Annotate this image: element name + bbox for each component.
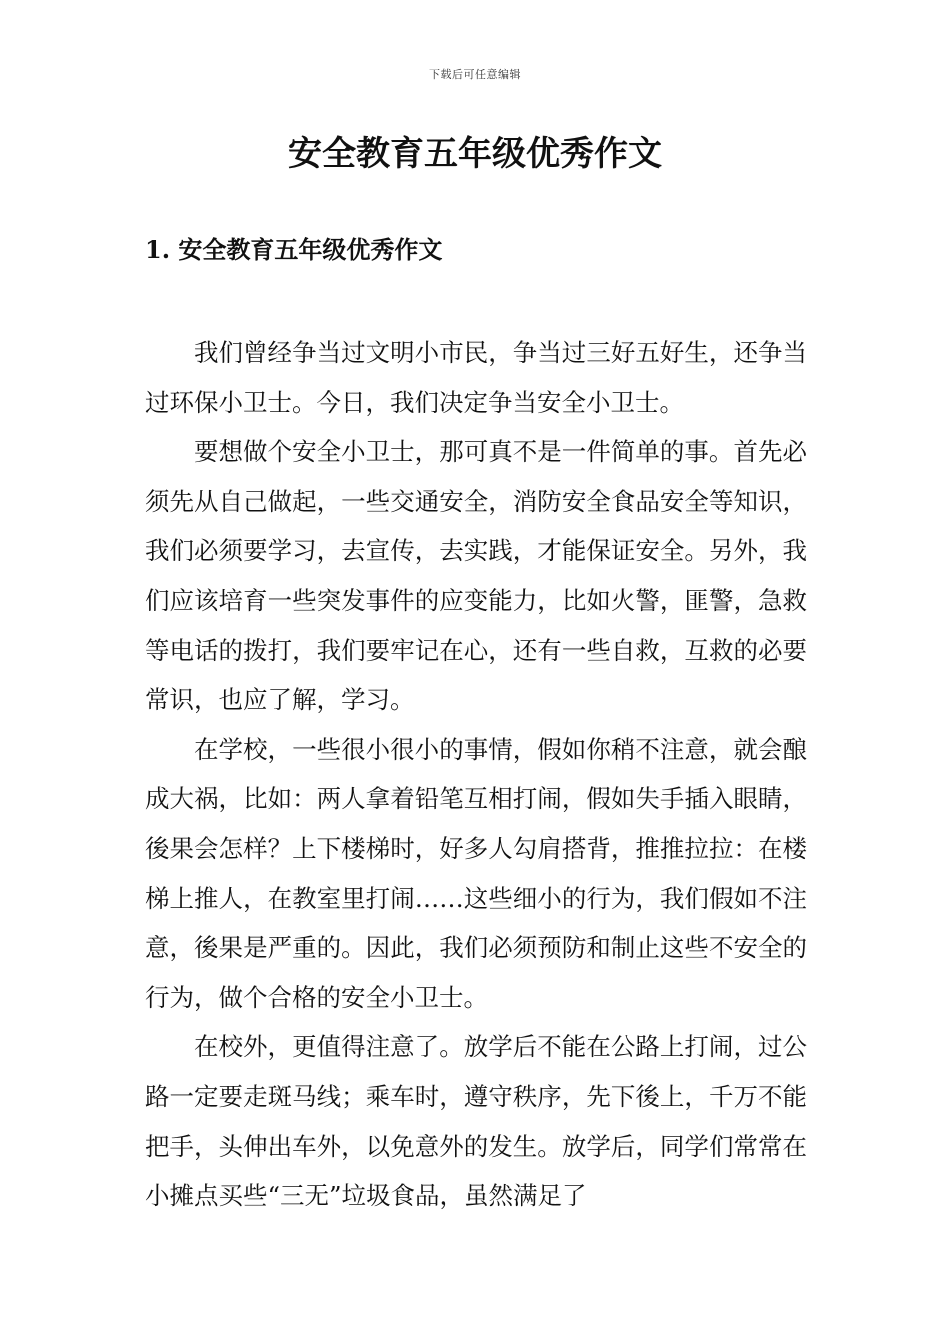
- document-body: [145, 328, 807, 1221]
- paragraph: 在校外，更值得注意了。放学后不能在公路上打闹，过公路一定要走斑马线；乘车时，遵守秩序，先下後上，千万不能把手，头伸出车外，以免意外的发生。放学后，同学们常常在小摊点买些“三无”垃圾食品，虽然满足了: [145, 1032, 807, 1211]
- document-title: 安全教育五年级优秀作文: [288, 134, 662, 174]
- paragraph: 在学校，一些很小很小的事情，假如你稍不注意，就会酿成大祸，比如：两人拿着铅笔互相打闹，假如失手插入眼睛，後果会怎样？上下楼梯时，好多人勾肩搭背，推推拉拉：在楼梯上推人，在教室里打闹……这些细小的行为，我们假如不注意，後果是严重的。因此，我们必须预防和制止这些不安全的行为，做个合格的安全小卫士。: [145, 734, 807, 1012]
- paragraph: 要想做个安全小卫士，那可真不是一件简单的事。首先必须先从自己做起，一些交通安全，消防安全食品安全等知识，我们必须要学习，去宣传，去实践，才能保证安全。另外，我们应该培育一些突发事件的应变能力，比如火警，匪警，急救等电话的拨打，我们要牢记在心，还有一些自救，互救的必要常识，也应了解，学习。: [145, 437, 807, 715]
- section-heading: 1. 安全教育五年级优秀作文: [145, 235, 443, 264]
- header-note: 下载后可任意编辑: [429, 68, 521, 81]
- paragraph: 我们曾经争当过文明小市民，争当过三好五好生，还争当过环保小卫士。今日，我们决定争当安全小卫士。: [145, 338, 807, 417]
